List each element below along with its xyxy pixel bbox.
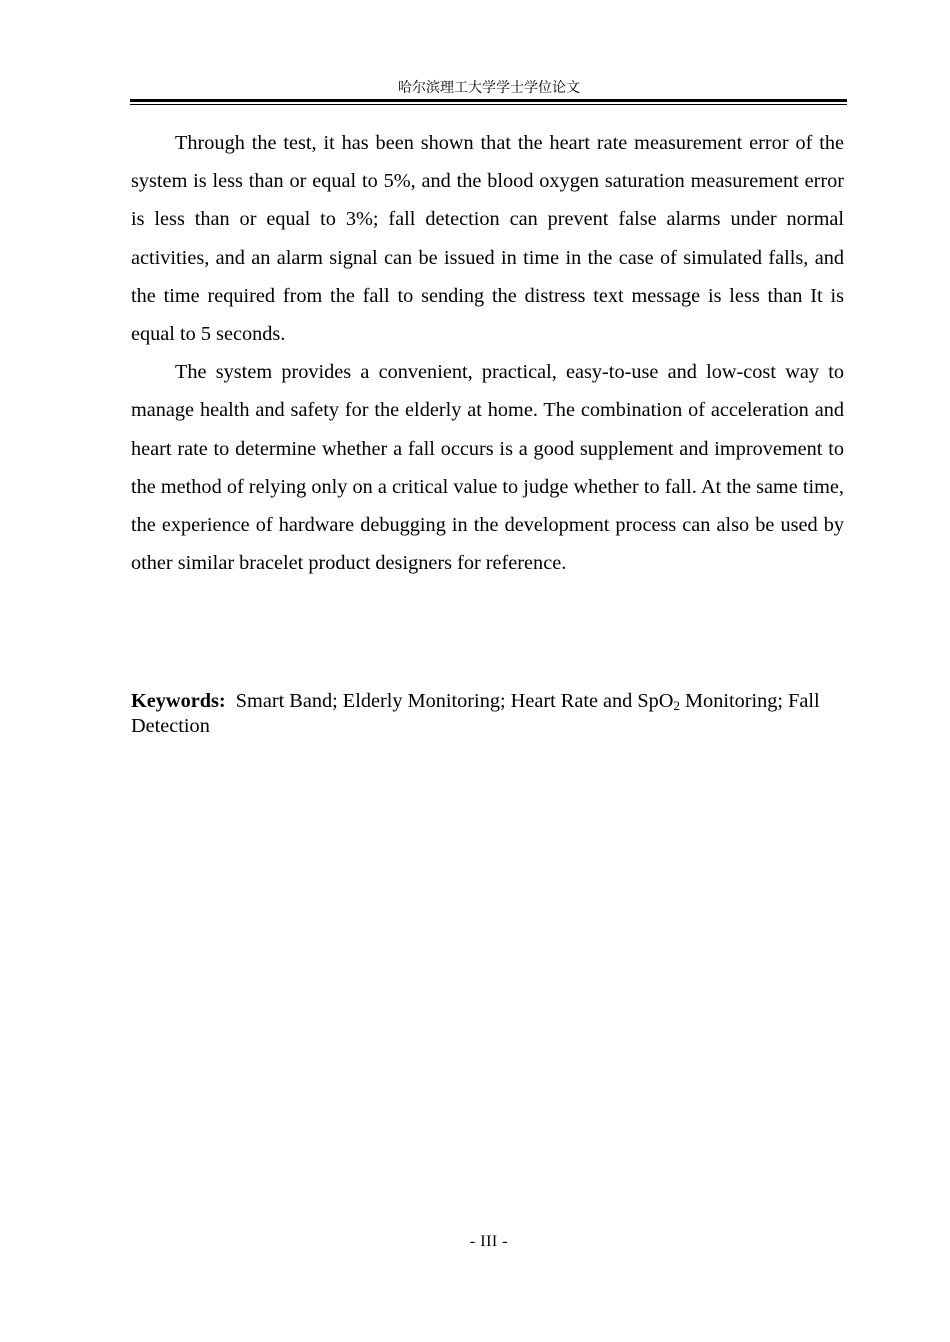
abstract-body xyxy=(131,124,844,582)
page-number: - III - xyxy=(469,1233,509,1250)
keywords-subscript: 2 xyxy=(673,698,680,713)
header-rule-thin xyxy=(130,104,847,105)
keywords-label: Keywords: xyxy=(131,690,226,712)
keywords-section xyxy=(131,689,846,739)
abstract-paragraph-1: Through the test, it has been shown that the heart rate measurement error of the system is less than or equal to 5%, and the blood oxygen saturation measurement error is less than or equal to 3%; fall detection can prevent false alarms under normal activities, and an alarm signal can be issued in time in the case of simulated falls, and the time required from the fall to sending the distress text message is less than It is equal to 5 seconds. xyxy=(131,132,844,346)
keywords-text: Smart Band; Elderly Monitoring; Heart Rate and SpO xyxy=(235,690,674,712)
header-rule-thick xyxy=(130,99,847,102)
keywords-text-continued: Monitoring; Fall Detection xyxy=(131,690,820,737)
page-header-title: 哈尔滨理工大学学士学位论文 xyxy=(398,80,580,96)
abstract-paragraph-2: The system provides a convenient, practical, easy-to-use and low-cost way to manage health and safety for the elderly at home. The combination of acceleration and heart rate to determine whether a fall occurs is a good supplement and improvement to the method of relying only on a critical value to judge whether to fall. At the same time, the experience of hardware debugging in the development process can also be used by other similar bracelet product designers for reference. xyxy=(131,361,844,575)
